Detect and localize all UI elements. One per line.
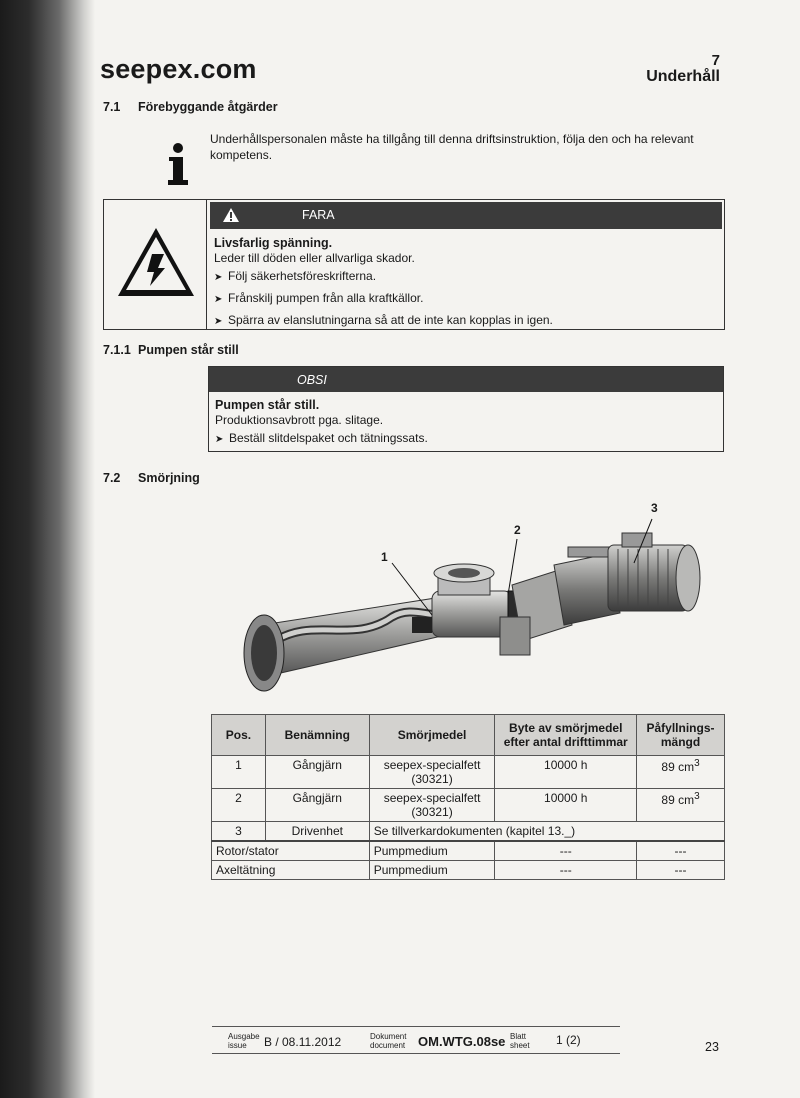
notice-content [215,398,715,450]
cell-lubricant-line-1: seepex-specialfett [383,791,481,805]
cell-name: Rotor/stator [212,841,370,861]
callout-2: 2 [514,523,521,537]
issue-label-line-2: issue [228,1041,247,1050]
book-binding-shadow [0,0,95,1098]
cell-fill-sup: 3 [694,758,700,769]
arrow-bullet-icon: ➤ [215,434,224,445]
pump-illustration [232,495,712,707]
cell-lubricant-line-2: (30321) [411,772,453,786]
header-lubricant: Smörjmedel [369,715,495,756]
document-value: OM.WTG.08se [418,1034,506,1049]
table-row [212,841,725,861]
notice-text: Produktionsavbrott pga. slitage. [215,413,384,427]
section-7-1-number: 7.1 [103,100,121,114]
callout-3: 3 [651,501,658,515]
cell-fill-sup: 3 [694,791,700,802]
document-label-line-2: document [370,1041,406,1050]
header-name: Benämning [265,715,369,756]
cell-fill [637,756,725,789]
danger-text: Leder till döden eller allvarliga skador. [214,251,415,265]
cell-pos: 1 [212,756,266,789]
danger-symbol-panel [104,200,207,329]
section-7-1-1-number: 7.1.1 [103,343,131,357]
cell-lubricant [369,756,495,789]
header-pos: Pos. [212,715,266,756]
section-7-2-number: 7.2 [103,471,121,485]
cell-change: --- [495,861,637,880]
section-7-1-title: Förebyggande åtgärder [138,100,278,114]
cell-name: Gångjärn [265,789,369,822]
danger-bullet-text: Spärra av elanslutningarna så att de inte kan kopplas in igen. [228,313,553,327]
electric-hazard-icon [116,226,196,298]
cell-lubricant-line-1: seepex-specialfett [383,758,481,772]
arrow-bullet-icon: ➤ [214,294,223,305]
danger-bullet [214,288,714,310]
cell-fill [637,789,725,822]
cell-change: 10000 h [495,789,637,822]
sheet-label [510,1032,530,1050]
header-fill-line-1: Påfyllnings- [646,721,715,735]
sheet-value: 1 (2) [556,1033,581,1047]
danger-bullet-text: Följ säkerhetsföreskrifterna. [228,269,377,283]
danger-bullet [214,266,714,288]
header-change-interval [495,715,637,756]
issue-label [228,1032,260,1050]
chapter-number: 7 [711,52,720,69]
section-7-2-title: Smörjning [138,471,200,485]
danger-box [103,199,725,330]
cell-fill: --- [637,861,725,880]
notice-title: Pumpen står still. [215,398,320,412]
danger-bullet-text: Frånskilj pumpen från alla kraftkällor. [228,291,424,305]
info-text-line-1: Underhållspersonalen måste ha tillgång till denna driftsinstruktion, följa den och ha relevant [210,132,694,146]
danger-header-bar [210,202,722,229]
arrow-bullet-icon: ➤ [214,272,223,283]
page-number: 23 [705,1040,719,1054]
sheet-label-line-1: Blatt [510,1032,527,1041]
issue-value: B / 08.11.2012 [264,1035,342,1049]
cell-change: --- [495,841,637,861]
cell-name: Gångjärn [265,756,369,789]
info-text-line-2: kompetens. [210,148,273,162]
danger-content [214,236,714,332]
document-label [370,1032,406,1050]
header-change-line-2: efter antal drifttimmar [503,735,628,749]
notice-box [208,366,724,452]
document-label-line-1: Dokument [370,1032,407,1041]
cell-lubricant: Pumpmedium [369,861,495,880]
cell-name: Axeltätning [212,861,370,880]
info-icon [166,140,190,190]
table-row [212,789,725,822]
cell-lubricant: Pumpmedium [369,841,495,861]
section-7-1-1-title: Pumpen står still [138,343,239,357]
cell-pos: 2 [212,789,266,822]
cell-name: Drivenhet [265,822,369,842]
table-row [212,822,725,842]
callout-1: 1 [381,550,388,564]
issue-label-line-1: Ausgabe [228,1032,260,1041]
arrow-bullet-icon: ➤ [214,316,223,327]
notice-bullet-text: Beställ slitdelspaket och tätningssats. [229,431,428,445]
seepex-logo: seepex.com [100,54,257,84]
header-change-line-1: Byte av smörjmedel [509,721,623,735]
cell-lubricant-line-2: (30321) [411,805,453,819]
cell-fill-value: 89 cm [661,793,695,807]
cell-fill: --- [637,841,725,861]
cell-span-text: Se tillverkardokumenten (kapitel 13._) [369,822,724,842]
notice-header-bar [209,367,723,392]
table-row [212,861,725,880]
danger-label: FARA [302,208,335,222]
cell-lubricant [369,789,495,822]
cell-pos: 3 [212,822,266,842]
cell-change: 10000 h [495,756,637,789]
danger-title: Livsfarlig spänning. [214,236,333,250]
document-footer [212,1026,620,1054]
lubrication-table [211,714,725,880]
table-header-row [212,715,725,756]
warning-triangle-icon [222,207,240,223]
notice-label: OBSI [297,373,327,387]
sheet-label-line-2: sheet [510,1041,530,1050]
header-fill-amount [637,715,725,756]
notice-bullet [215,428,715,450]
danger-bullet [214,310,714,332]
chapter-title: Underhåll [646,68,720,85]
header-fill-line-2: mängd [660,735,701,749]
info-text [210,131,725,163]
table-row [212,756,725,789]
cell-fill-value: 89 cm [661,760,695,774]
